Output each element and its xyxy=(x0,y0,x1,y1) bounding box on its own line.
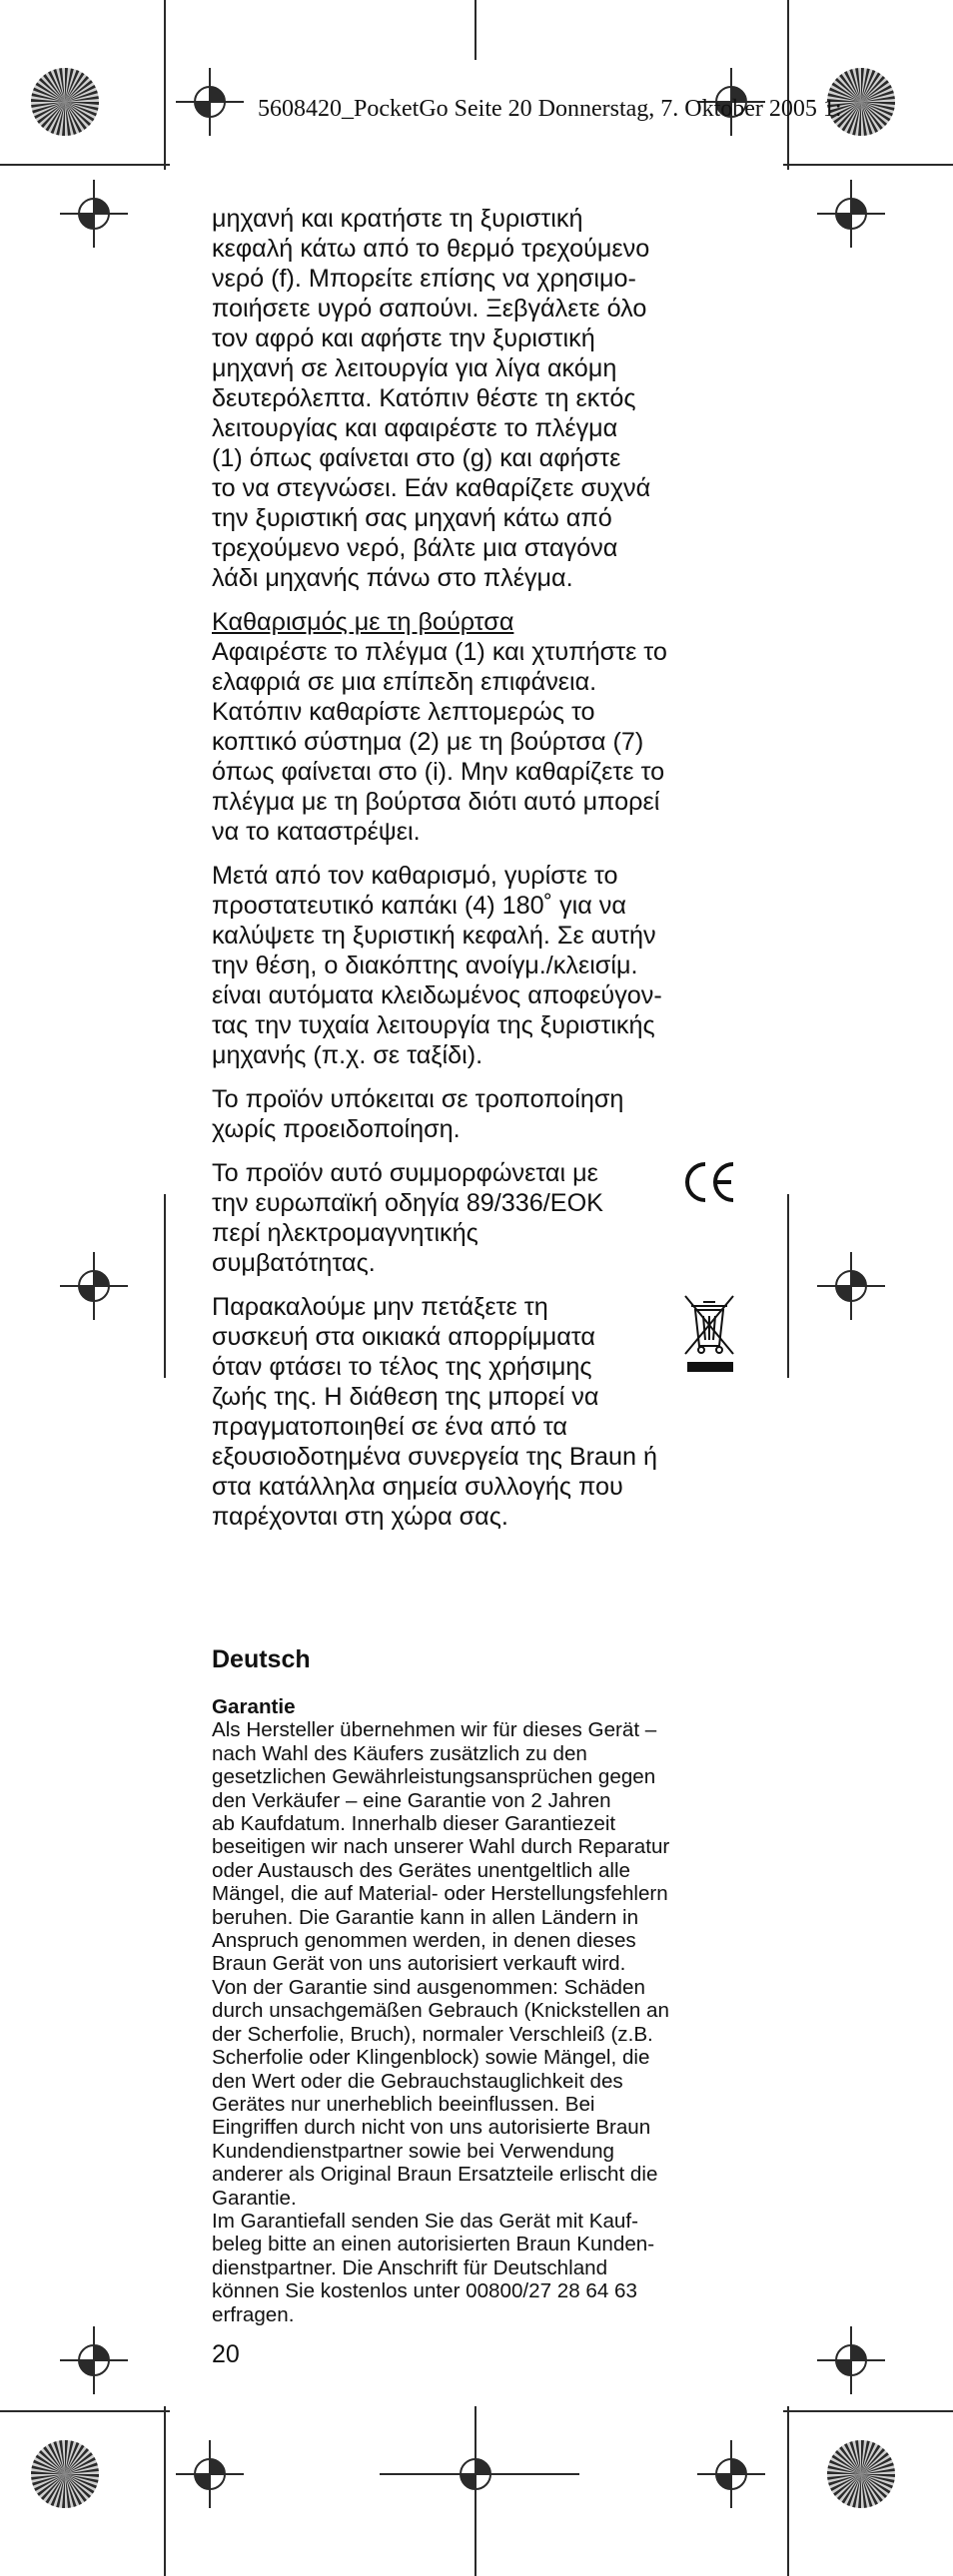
greek-p1-line: τον αφρό και αφήστε την ξυριστική xyxy=(212,324,595,352)
greek-p2-line: πλέγμα με τη βούρτσα διότι αυτό μπορεί xyxy=(212,788,660,816)
greek-p1-line: λειτουργίας και αφαιρέστε το πλέγμα xyxy=(212,414,618,442)
greek-p1-line: την ξυριστική σας μηχανή κάτω από xyxy=(212,504,612,532)
warranty-heading: Garantie xyxy=(212,1695,296,1718)
warranty-text xyxy=(212,1718,741,2326)
warranty-line: können Sie kostenlos unter 00800/27 28 64 63 xyxy=(212,2279,637,2303)
greek-p6-line: Παρακαλούμε μην πετάξετε τη xyxy=(212,1293,548,1321)
warranty-line: Von der Garantie sind ausgenommen: Schäden xyxy=(212,1975,645,1999)
section-title-deutsch: Deutsch xyxy=(212,1645,311,1673)
greek-p1-line: μηχανή σε λειτουργία για λίγα ακόμη xyxy=(212,354,617,382)
greek-p5-line: περί ηλεκτρομαγνητικής xyxy=(212,1219,478,1247)
greek-p1-line: ποιήσετε υγρό σαπούνι. Ξεβγάλετε όλο xyxy=(212,295,647,322)
greek-p1-line: μηχανή και κρατήστε τη ξυριστική xyxy=(212,205,583,233)
greek-p1-line: (1) όπως φαίνεται στο (g) και αφήστε xyxy=(212,444,621,472)
greek-p6-line: παρέχονται στη χώρα σας. xyxy=(212,1503,508,1531)
greek-p3-line: μηχανής (π.χ. σε ταξίδι). xyxy=(212,1041,483,1069)
warranty-line: erfragen. xyxy=(212,2302,295,2326)
registration-mark-icon xyxy=(697,2440,765,2508)
greek-paragraph-5 xyxy=(212,1158,671,1278)
greek-section xyxy=(212,204,731,1546)
greek-p1-line: νερό (f). Μπορείτε επίσης να χρησιμο- xyxy=(212,265,636,293)
greek-p3-line: είναι αυτόματα κλειδωμένος αποφεύγον- xyxy=(212,981,662,1009)
warranty-line: anderer als Original Braun Ersatzteile erlischt die xyxy=(212,2163,658,2187)
greek-paragraph-2 xyxy=(212,607,731,847)
greek-paragraph-1 xyxy=(212,204,731,593)
greek-p2-line: κοπτικό σύστημα (2) με τη βούρτσα (7) xyxy=(212,728,644,756)
warranty-line: oder Austausch des Gerätes unentgeltlich alle xyxy=(212,1858,631,1882)
brush-cleaning-heading: Καθαρισμός με τη βούρτσα xyxy=(212,608,514,636)
registration-mark-icon xyxy=(817,180,885,248)
warranty-line: beruhen. Die Garantie kann in allen Ländern in xyxy=(212,1905,639,1929)
print-header: 5608420_PocketGo Seite 20 Donnerstag, 7. Oktober 2005 1: xyxy=(258,96,842,122)
warranty-line: Mängel, die auf Material- oder Herstellungsfehlern xyxy=(212,1882,668,1906)
warranty-line: Kundendienstpartner sowie bei Verwendung xyxy=(212,2139,615,2163)
greek-p5-line: την ευρωπαϊκή οδηγία 89/336/ΕΟΚ xyxy=(212,1189,603,1217)
greek-p2-line: Κατόπιν καθαρίστε λεπτομερώς το xyxy=(212,698,595,726)
greek-paragraph-3 xyxy=(212,861,731,1070)
greek-p2-line: ελαφριά σε μια επίπεδη επιφάνεια. xyxy=(212,668,597,696)
warranty-line: nach Wahl des Käufers zusätzlich zu den xyxy=(212,1741,587,1765)
greek-p6-line: πραγματοποιηθεί σε ένα από τα xyxy=(212,1413,567,1441)
german-section xyxy=(212,1695,741,2326)
star-target-icon xyxy=(31,2440,99,2508)
greek-p2-line: Αφαιρέστε το πλέγμα (1) και χτυπήστε το xyxy=(212,638,667,666)
greek-paragraph-6 xyxy=(212,1292,711,1532)
registration-mark-icon xyxy=(817,1252,885,1320)
greek-p3-line: την θέση, ο διακόπτης ανοίγμ./κλεισίμ. xyxy=(212,952,638,979)
warranty-line: beleg bitte an einen autorisierten Braun Kunden- xyxy=(212,2233,655,2256)
warranty-line: Als Hersteller übernehmen wir für dieses Gerät – xyxy=(212,1718,657,1742)
registration-mark-icon xyxy=(60,1252,128,1320)
warranty-line: Scherfolie oder Klingenblock) sowie Mängel, die xyxy=(212,2046,650,2070)
warranty-line: Gerätes nur unerheblich beeinflussen. Bei xyxy=(212,2092,595,2116)
greek-p5-line: συμβατότητας. xyxy=(212,1249,376,1277)
greek-p6-line: ζωής της. Η διάθεση της μπορεί να xyxy=(212,1383,599,1411)
warranty-line: Garantie. xyxy=(212,2186,297,2210)
star-target-icon xyxy=(31,68,99,136)
greek-p3-line: Μετά από τον καθαρισμό, γυρίστε το xyxy=(212,862,618,890)
registration-mark-icon xyxy=(60,2326,128,2394)
greek-p1-line: το να στεγνώσει. Εάν καθαρίζετε συχνά xyxy=(212,474,651,502)
greek-p3-line: καλύψετε τη ξυριστική κεφαλή. Σε αυτήν xyxy=(212,922,656,950)
warranty-line: ab Kaufdatum. Innerhalb dieser Garantiezeit xyxy=(212,1812,616,1836)
greek-p1-line: λάδι μηχανής πάνω στο πλέγμα. xyxy=(212,564,573,592)
greek-p1-line: δευτερόλεπτα. Κατόπιν θέστε τη εκτός xyxy=(212,384,636,412)
star-target-icon xyxy=(827,2440,895,2508)
warranty-line: den Verkäufer – eine Garantie von 2 Jahren xyxy=(212,1788,611,1812)
greek-p2-line: όπως φαίνεται στο (i). Μην καθαρίζετε το xyxy=(212,758,665,786)
greek-p3-line: τας την τυχαία λειτουργία της ξυριστικής xyxy=(212,1011,655,1039)
warranty-line: gesetzlichen Gewährleistungsansprüchen gegen xyxy=(212,1765,656,1789)
greek-p6-line: όταν φτάσει το τέλος της χρήσιμης xyxy=(212,1353,592,1381)
greek-p5-line: Το προϊόν αυτό συμμορφώνεται με xyxy=(212,1159,598,1187)
warranty-line: der Scherfolie, Bruch), normaler Verschleiß (z.B. xyxy=(212,2022,653,2046)
greek-p6-line: συσκευή στα οικιακά απορρίμματα xyxy=(212,1323,595,1351)
warranty-line: dienstpartner. Die Anschrift für Deutschland xyxy=(212,2255,608,2279)
greek-p1-line: τρεχούμενο νερό, βάλτε μια σταγόνα xyxy=(212,534,618,562)
warranty-line: Anspruch genommen werden, in denen dieses xyxy=(212,1929,636,1953)
warranty-line: Braun Gerät von uns autorisiert verkauft wird. xyxy=(212,1952,626,1976)
ce-mark-icon xyxy=(685,1160,737,1204)
greek-p4-line: Το προϊόν υπόκειται σε τροποποίηση xyxy=(212,1085,624,1113)
warranty-line: beseitigen wir nach unserer Wahl durch Reparatur xyxy=(212,1835,670,1859)
greek-p6-line: εξουσιοδοτημένα συνεργεία της Braun ή xyxy=(212,1443,658,1471)
greek-p3-line: προστατευτικό καπάκι (4) 180˚ για να xyxy=(212,892,626,920)
greek-p2-line: να το καταστρέψει. xyxy=(212,818,421,846)
warranty-line: Eingriffen durch nicht von uns autorisierte Braun xyxy=(212,2116,651,2140)
registration-mark-icon xyxy=(176,68,244,136)
page-number: 20 xyxy=(212,2340,240,2368)
greek-p4-line: χωρίς προειδοποίηση. xyxy=(212,1115,461,1143)
greek-paragraph-4 xyxy=(212,1084,731,1144)
registration-mark-icon xyxy=(176,2440,244,2508)
registration-mark-icon xyxy=(817,2326,885,2394)
greek-p1-line: κεφαλή κάτω από το θερμό τρεχούμενο xyxy=(212,235,650,263)
warranty-line: durch unsachgemäßen Gebrauch (Knickstellen an xyxy=(212,1999,669,2023)
crossed-bin-icon xyxy=(681,1294,737,1378)
warranty-line: den Wert oder die Gebrauchstauglichkeit des xyxy=(212,2069,623,2093)
warranty-line: Im Garantiefall senden Sie das Gerät mit Kauf- xyxy=(212,2209,638,2233)
registration-mark-icon xyxy=(60,180,128,248)
greek-p6-line: στα κατάλληλα σημεία συλλογής που xyxy=(212,1473,623,1501)
